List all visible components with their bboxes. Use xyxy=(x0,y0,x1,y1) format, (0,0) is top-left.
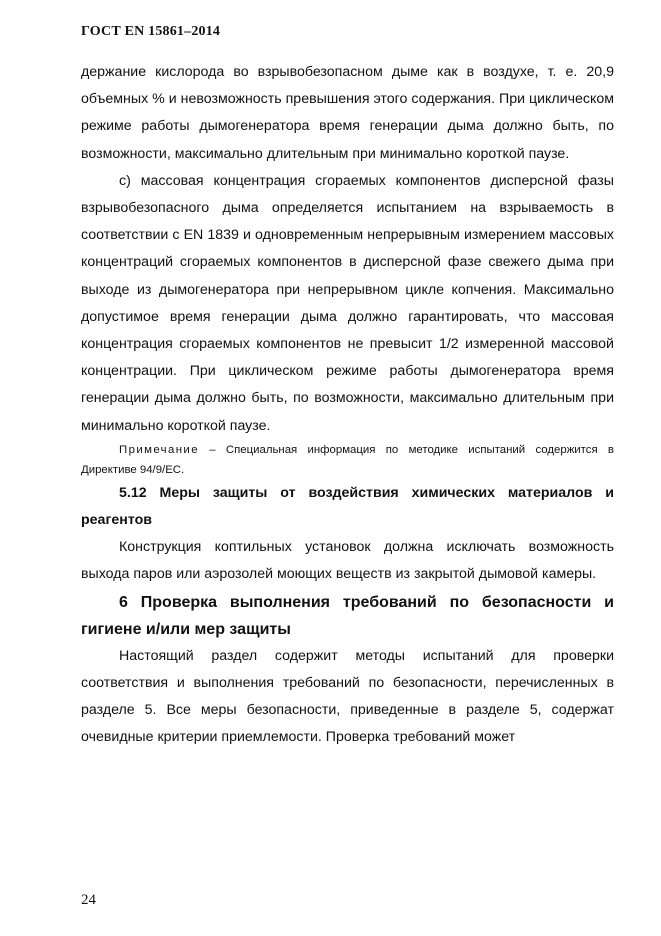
document-body xyxy=(81,59,614,751)
section-text-6: Настоящий раздел содержит методы испытаний для проверки соответствия и выполнения требований по безопасности, перечисленных в разделе 5. Все меры безопасности, приведенные в разделе 5, содержат очевидные критерии приемлемости. Проверка требований может xyxy=(81,647,614,746)
page-number: 24 xyxy=(81,892,96,908)
note-text: – Специальная информация по методике испытаний содержится в Директиве 94/9/ЕС. xyxy=(81,443,614,476)
subsection-text-5-12: Конструкция коптильных установок должна исключать возможность выхода паров или аэрозолей моющих веществ из закрытой дымовой камеры. xyxy=(81,539,614,583)
note-label: Примечание xyxy=(119,443,199,456)
note xyxy=(81,440,614,480)
paragraph-continuation: держание кислорода во взрывобезопасном дыме как в воздухе, т. е. 20,9 объемных % и невозможность превышения этого содержания. При циклическом режиме работы дымогенератора время генерации дыма должно быть, по возможности, максимально длительным при минимально короткой паузе. xyxy=(81,64,614,162)
paragraph-item-c: с) массовая концентрация сгораемых компонентов дисперсной фазы взрывобезопасного дыма определяется испытанием на взрываемость в соответствии с EN 1839 и одновременным непрерывным измерением массовых концентраций сгораемых компонентов в дисперсной фазе свежего дыма при выходе из дымогенератора при непрерывном цикле копчения. Максимально допустимое время генерации дыма должно гарантировать, что массовая концентрация сгораемых компонентов не превысит 1/2 измеренной массовой концентрации. При циклическом режиме работы дымогенератора время генерации дыма должно быть, по возможности, максимально длительным при минимально короткой паузе. xyxy=(81,172,614,434)
document-header: ГОСТ EN 15861–2014 xyxy=(81,24,221,39)
section-heading-6: 6 Проверка выполнения требований по безопасности и гигиене и/или мер защиты xyxy=(81,593,614,638)
subsection-heading-5-12: 5.12 Меры защиты от воздействия химических материалов и реагентов xyxy=(81,484,614,529)
